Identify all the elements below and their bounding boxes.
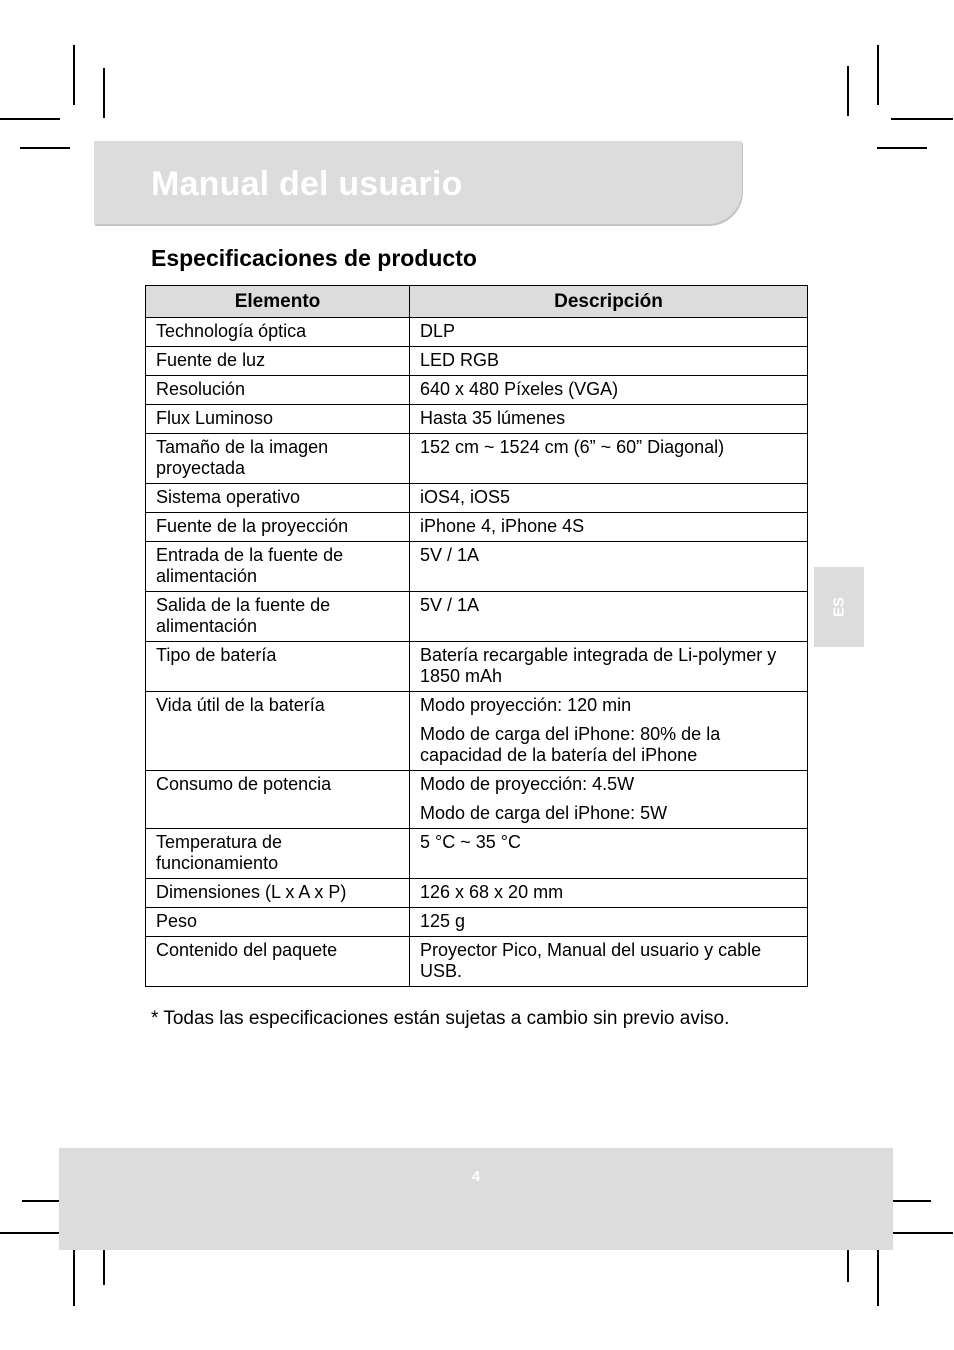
language-tab-label: ES	[830, 596, 848, 618]
spec-description-cell	[410, 542, 808, 592]
spec-item-cell: Dimensiones (L x A x P)	[146, 879, 410, 908]
manual-title: Manual del usuario	[151, 165, 463, 203]
spec-description-line: 5 °C ~ 35 °C	[420, 832, 521, 852]
table-row	[146, 879, 808, 908]
table-row	[146, 542, 808, 592]
spec-description-cell	[410, 829, 808, 879]
spec-description-cell	[410, 434, 808, 484]
spec-description-line: Modo proyección: 120 min	[420, 695, 632, 715]
spec-description-cell	[410, 908, 808, 937]
language-tab	[814, 567, 864, 647]
table-row	[146, 908, 808, 937]
header-band	[94, 141, 742, 224]
footnote: * Todas las especificaciones están sujetas a cambio sin previo aviso.	[151, 1008, 730, 1029]
spec-description-line: 5V / 1A	[420, 545, 480, 565]
spec-description-line: 126 x 68 x 20 mm	[420, 882, 564, 902]
table-row	[146, 771, 808, 829]
table-row	[146, 405, 808, 434]
spec-description-line: LED RGB	[420, 350, 500, 370]
footer-band	[59, 1148, 893, 1250]
table-body	[146, 318, 808, 987]
spec-item-cell: Entrada de la fuente de alimentación	[146, 542, 410, 592]
spec-description-cell	[410, 347, 808, 376]
table-row	[146, 829, 808, 879]
table-row	[146, 937, 808, 987]
crop-mark	[103, 68, 105, 118]
spec-item-cell: Fuente de la proyección	[146, 513, 410, 542]
spec-description-cell	[410, 937, 808, 987]
spec-item-cell: Technología óptica	[146, 318, 410, 347]
spec-description-line: 152 cm ~ 1524 cm (6” ~ 60” Diagonal)	[420, 437, 725, 457]
crop-mark	[847, 66, 849, 116]
table-row	[146, 318, 808, 347]
spec-description-cell	[410, 513, 808, 542]
section-title: Especificaciones de producto	[151, 245, 477, 271]
spec-item-cell: Contenido del paquete	[146, 937, 410, 987]
spec-item-cell: Tamaño de la imagen proyectada	[146, 434, 410, 484]
spec-item-cell: Tipo de batería	[146, 642, 410, 692]
crop-mark	[893, 1232, 953, 1234]
crop-mark	[73, 1246, 75, 1306]
spec-description-line: Hasta 35 lúmenes	[420, 408, 566, 428]
table-row	[146, 513, 808, 542]
spec-description-line: Modo de carga del iPhone: 5W	[420, 803, 668, 823]
spec-description-line: Proyector Pico, Manual del usuario y cable USB.	[420, 940, 762, 981]
crop-mark	[891, 118, 953, 120]
spec-description-cell	[410, 692, 808, 771]
page-number: 4	[471, 1168, 481, 1185]
spec-description-line: DLP	[420, 321, 456, 341]
spec-item-cell: Vida útil de la batería	[146, 692, 410, 771]
spec-description-cell	[410, 484, 808, 513]
table-row	[146, 592, 808, 642]
spec-description-cell	[410, 376, 808, 405]
table-row	[146, 484, 808, 513]
spec-description-line: iOS4, iOS5	[420, 487, 511, 507]
spec-description-cell	[410, 318, 808, 347]
spec-item-cell: Flux Luminoso	[146, 405, 410, 434]
spec-description-cell	[410, 642, 808, 692]
crop-mark	[877, 1246, 879, 1306]
spec-description-line: 5V / 1A	[420, 595, 480, 615]
crop-mark	[20, 147, 70, 149]
crop-mark	[0, 118, 60, 120]
spec-description-cell	[410, 405, 808, 434]
spec-item-cell: Fuente de luz	[146, 347, 410, 376]
column-header-description: Descripción	[410, 286, 808, 318]
crop-mark	[0, 1232, 60, 1234]
spec-item-cell: Temperatura de funcionamiento	[146, 829, 410, 879]
spec-description-line: 640 x 480 Píxeles (VGA)	[420, 379, 619, 399]
spec-item-cell: Consumo de potencia	[146, 771, 410, 829]
table-row	[146, 642, 808, 692]
spec-table	[145, 285, 808, 987]
spec-item-cell: Resolución	[146, 376, 410, 405]
spec-description-line: Modo de carga del iPhone: 80% de la capacidad de la batería del iPhone	[420, 724, 721, 765]
crop-mark	[73, 45, 75, 105]
table-header-row	[146, 286, 808, 318]
spec-item-cell: Peso	[146, 908, 410, 937]
column-header-item: Elemento	[146, 286, 410, 318]
table-row	[146, 434, 808, 484]
crop-mark	[877, 147, 927, 149]
spec-description-cell	[410, 592, 808, 642]
spec-description-line: Batería recargable integrada de Li-polymer y 1850 mAh	[420, 645, 777, 686]
spec-description-line: 125 g	[420, 911, 466, 931]
spec-description-line: Modo de proyección: 4.5W	[420, 774, 635, 794]
spec-description-cell	[410, 879, 808, 908]
table-row	[146, 692, 808, 771]
spec-item-cell: Sistema operativo	[146, 484, 410, 513]
spec-description-cell	[410, 771, 808, 829]
table-row	[146, 347, 808, 376]
table-row	[146, 376, 808, 405]
spec-item-cell: Salida de la fuente de alimentación	[146, 592, 410, 642]
spec-description-line: iPhone 4, iPhone 4S	[420, 516, 585, 536]
crop-mark	[877, 45, 879, 105]
